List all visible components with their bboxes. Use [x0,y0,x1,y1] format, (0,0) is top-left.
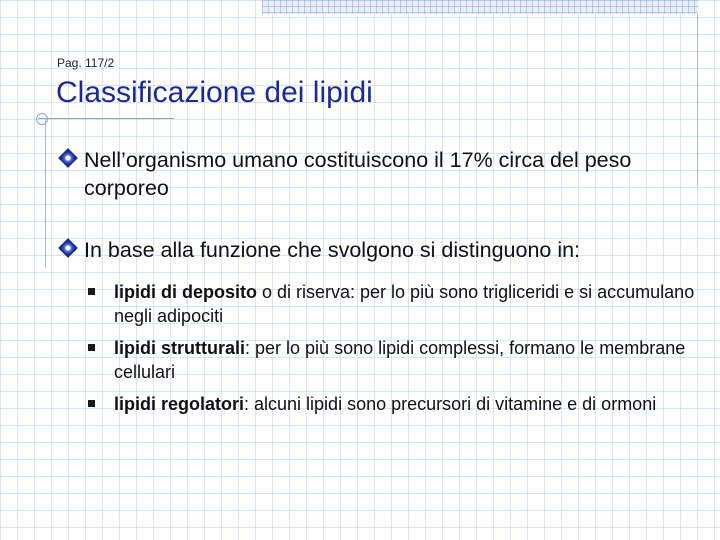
sub-item-text: : alcuni lipidi sono precursori di vitamine e di ormoni [244,394,657,414]
list-item [114,280,699,328]
right-guide-line [697,14,698,186]
decorative-grid-band [262,0,698,14]
sub-item-term: lipidi di deposito [114,282,257,302]
diamond-bullet-icon [60,150,77,167]
list-item [114,336,699,384]
sub-bullet-list [114,280,699,424]
square-bullet-icon [88,344,95,351]
title-underline [38,118,174,119]
list-item [114,392,699,416]
sub-item-text: : per lo più sono lipidi complessi, formano le membrane cellulari [114,338,686,382]
registration-circle-icon [36,113,48,125]
diamond-bullet-icon [60,240,77,257]
page-reference: Pag. 117/2 [57,56,115,70]
sub-item-text: o di riserva: per lo più sono trigliceridi e si accumulano negli adipociti [114,282,695,326]
left-guide-line [45,118,46,268]
bullet-text: In base alla funzione che svolgono si distinguono in: [84,238,581,262]
sub-item-term: lipidi strutturali [114,338,246,358]
slide-title: Classificazione dei lipidi [56,76,373,109]
bullet-text: Nell’organismo umano costituiscono il 17% circa del peso corporeo [84,148,632,200]
square-bullet-icon [88,400,95,407]
square-bullet-icon [88,288,95,295]
sub-item-term: lipidi regolatori [114,394,245,414]
